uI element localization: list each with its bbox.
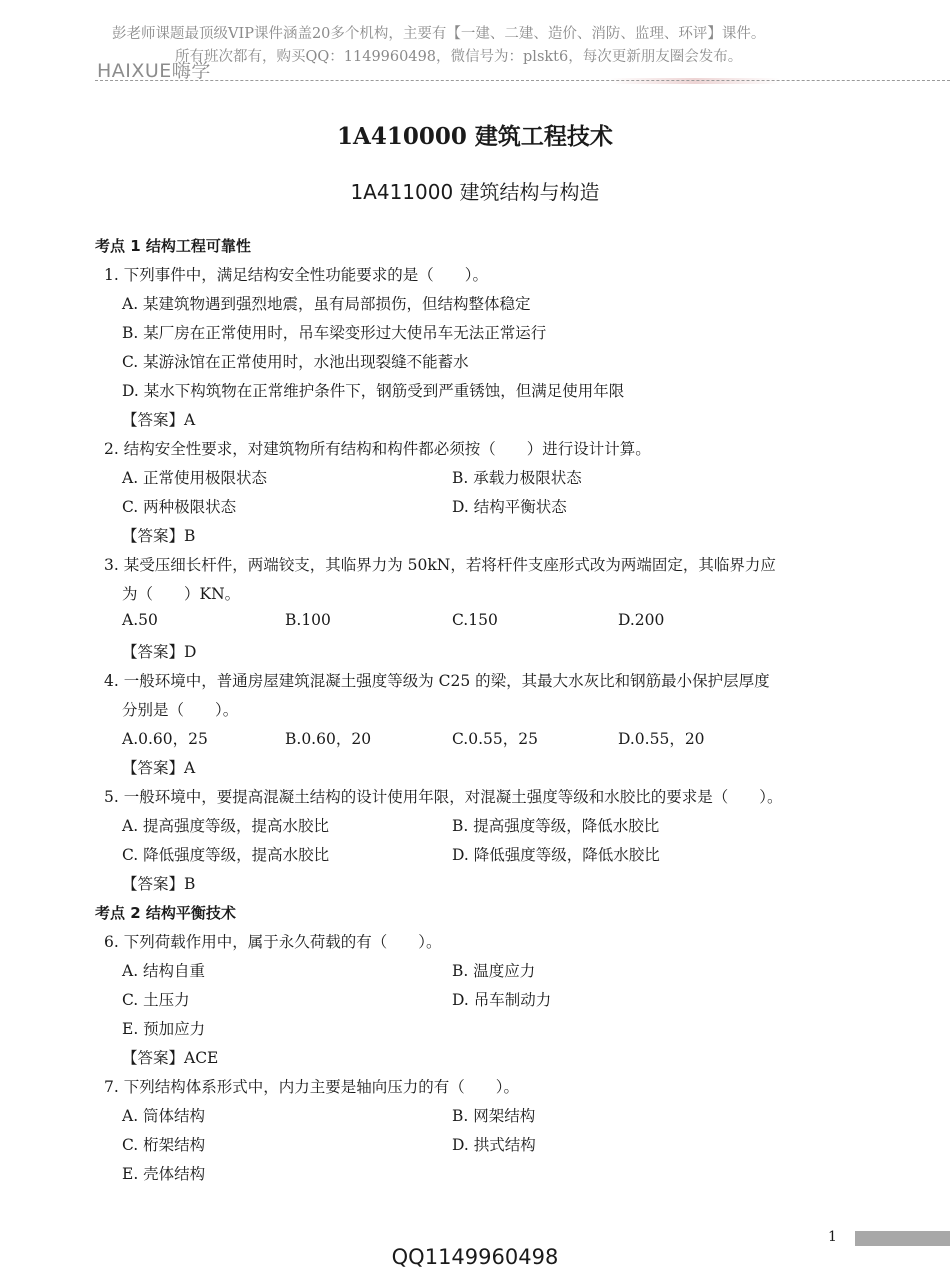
answer: 【答案】B	[122, 527, 196, 545]
option: A. 筒体结构	[122, 1107, 206, 1125]
option: B. 温度应力	[452, 962, 536, 980]
question-stem: 3. 某受压细长杆件，两端铰支，其临界力为 50kN，若将杆件支座形式改为两端固定，其临界力应	[104, 556, 776, 574]
question-stem: 7. 下列结构体系形式中，内力主要是轴向压力的有（ ）。	[104, 1078, 519, 1096]
option: B. 网架结构	[452, 1107, 536, 1125]
document-title: 1A410000 建筑工程技术	[337, 123, 613, 150]
option: D. 降低强度等级，降低水胶比	[452, 846, 660, 864]
option: D.200	[618, 611, 665, 629]
question-stem-continued: 为（ ）KN。	[122, 585, 241, 603]
answer: 【答案】A	[122, 759, 196, 777]
page-number: 1	[828, 1229, 837, 1245]
haixue-logo: HAIXUE嗨学	[97, 60, 211, 82]
document-subtitle: 1A411000 建筑结构与构造	[350, 180, 600, 204]
section-heading: 考点 1 结构工程可靠性	[95, 237, 251, 255]
option: C. 降低强度等级，提高水胶比	[122, 846, 330, 864]
option: A. 结构自重	[122, 962, 206, 980]
section-heading: 考点 2 结构平衡技术	[95, 904, 236, 922]
header-divider	[95, 80, 950, 81]
question-stem: 6. 下列荷载作用中，属于永久荷载的有（ ）。	[104, 933, 442, 951]
question-stem: 2. 结构安全性要求，对建筑物所有结构和构件都必须按（ ）进行设计计算。	[104, 440, 651, 458]
option: C.150	[452, 611, 498, 629]
watermark-banner-line-2: 所有班次都有，购买QQ：1149960498，微信号为：plskt6，每次更新朋友圈会发布。	[175, 49, 743, 65]
option: C. 桁架结构	[122, 1136, 206, 1154]
option: B.100	[285, 611, 331, 629]
answer: 【答案】D	[122, 643, 197, 661]
footer-qq-contact: QQ1149960498	[391, 1245, 559, 1269]
option: D. 拱式结构	[452, 1136, 536, 1154]
option: E. 预加应力	[122, 1020, 206, 1038]
question-stem: 5. 一般环境中，要提高混凝土结构的设计使用年限，对混凝土强度等级和水胶比的要求是（ ）。	[104, 788, 783, 806]
option: A.50	[122, 611, 158, 629]
option: D.0.55，20	[618, 730, 705, 748]
option: C. 土压力	[122, 991, 190, 1009]
page-number-bar	[855, 1231, 950, 1246]
watermark-banner-line-1: 彭老师课题最顶级VIP课件涵盖20多个机构，主要有【一建、二建、造价、消防、监理、环评】课件。	[112, 26, 766, 42]
option: D. 某水下构筑物在正常维护条件下，钢筋受到严重锈蚀，但满足使用年限	[122, 382, 625, 400]
question-stem: 4. 一般环境中，普通房屋建筑混凝土强度等级为 C25 的梁，其最大水灰比和钢筋最小保护层厚度	[104, 672, 770, 690]
answer: 【答案】ACE	[122, 1049, 219, 1067]
option: B. 承载力极限状态	[452, 469, 582, 487]
answer: 【答案】A	[122, 411, 196, 429]
option: B. 某厂房在正常使用时，吊车梁变形过大使吊车无法正常运行	[122, 324, 547, 342]
option: C. 两种极限状态	[122, 498, 237, 516]
option: A.0.60，25	[122, 730, 208, 748]
option: B. 提高强度等级，降低水胶比	[452, 817, 660, 835]
question-stem: 1. 下列事件中，满足结构安全性功能要求的是（ ）。	[104, 266, 488, 284]
option: C. 某游泳馆在正常使用时，水池出现裂缝不能蓄水	[122, 353, 469, 371]
option: E. 壳体结构	[122, 1165, 206, 1183]
option: D. 结构平衡状态	[452, 498, 567, 516]
answer: 【答案】B	[122, 875, 196, 893]
option: C.0.55，25	[452, 730, 538, 748]
stamp-smudge	[610, 78, 780, 84]
option: B.0.60，20	[285, 730, 372, 748]
option: A. 正常使用极限状态	[122, 469, 268, 487]
option: D. 吊车制动力	[452, 991, 552, 1009]
option: A. 某建筑物遇到强烈地震，虽有局部损伤，但结构整体稳定	[122, 295, 531, 313]
option: A. 提高强度等级，提高水胶比	[122, 817, 330, 835]
question-stem-continued: 分别是（ ）。	[122, 701, 239, 719]
